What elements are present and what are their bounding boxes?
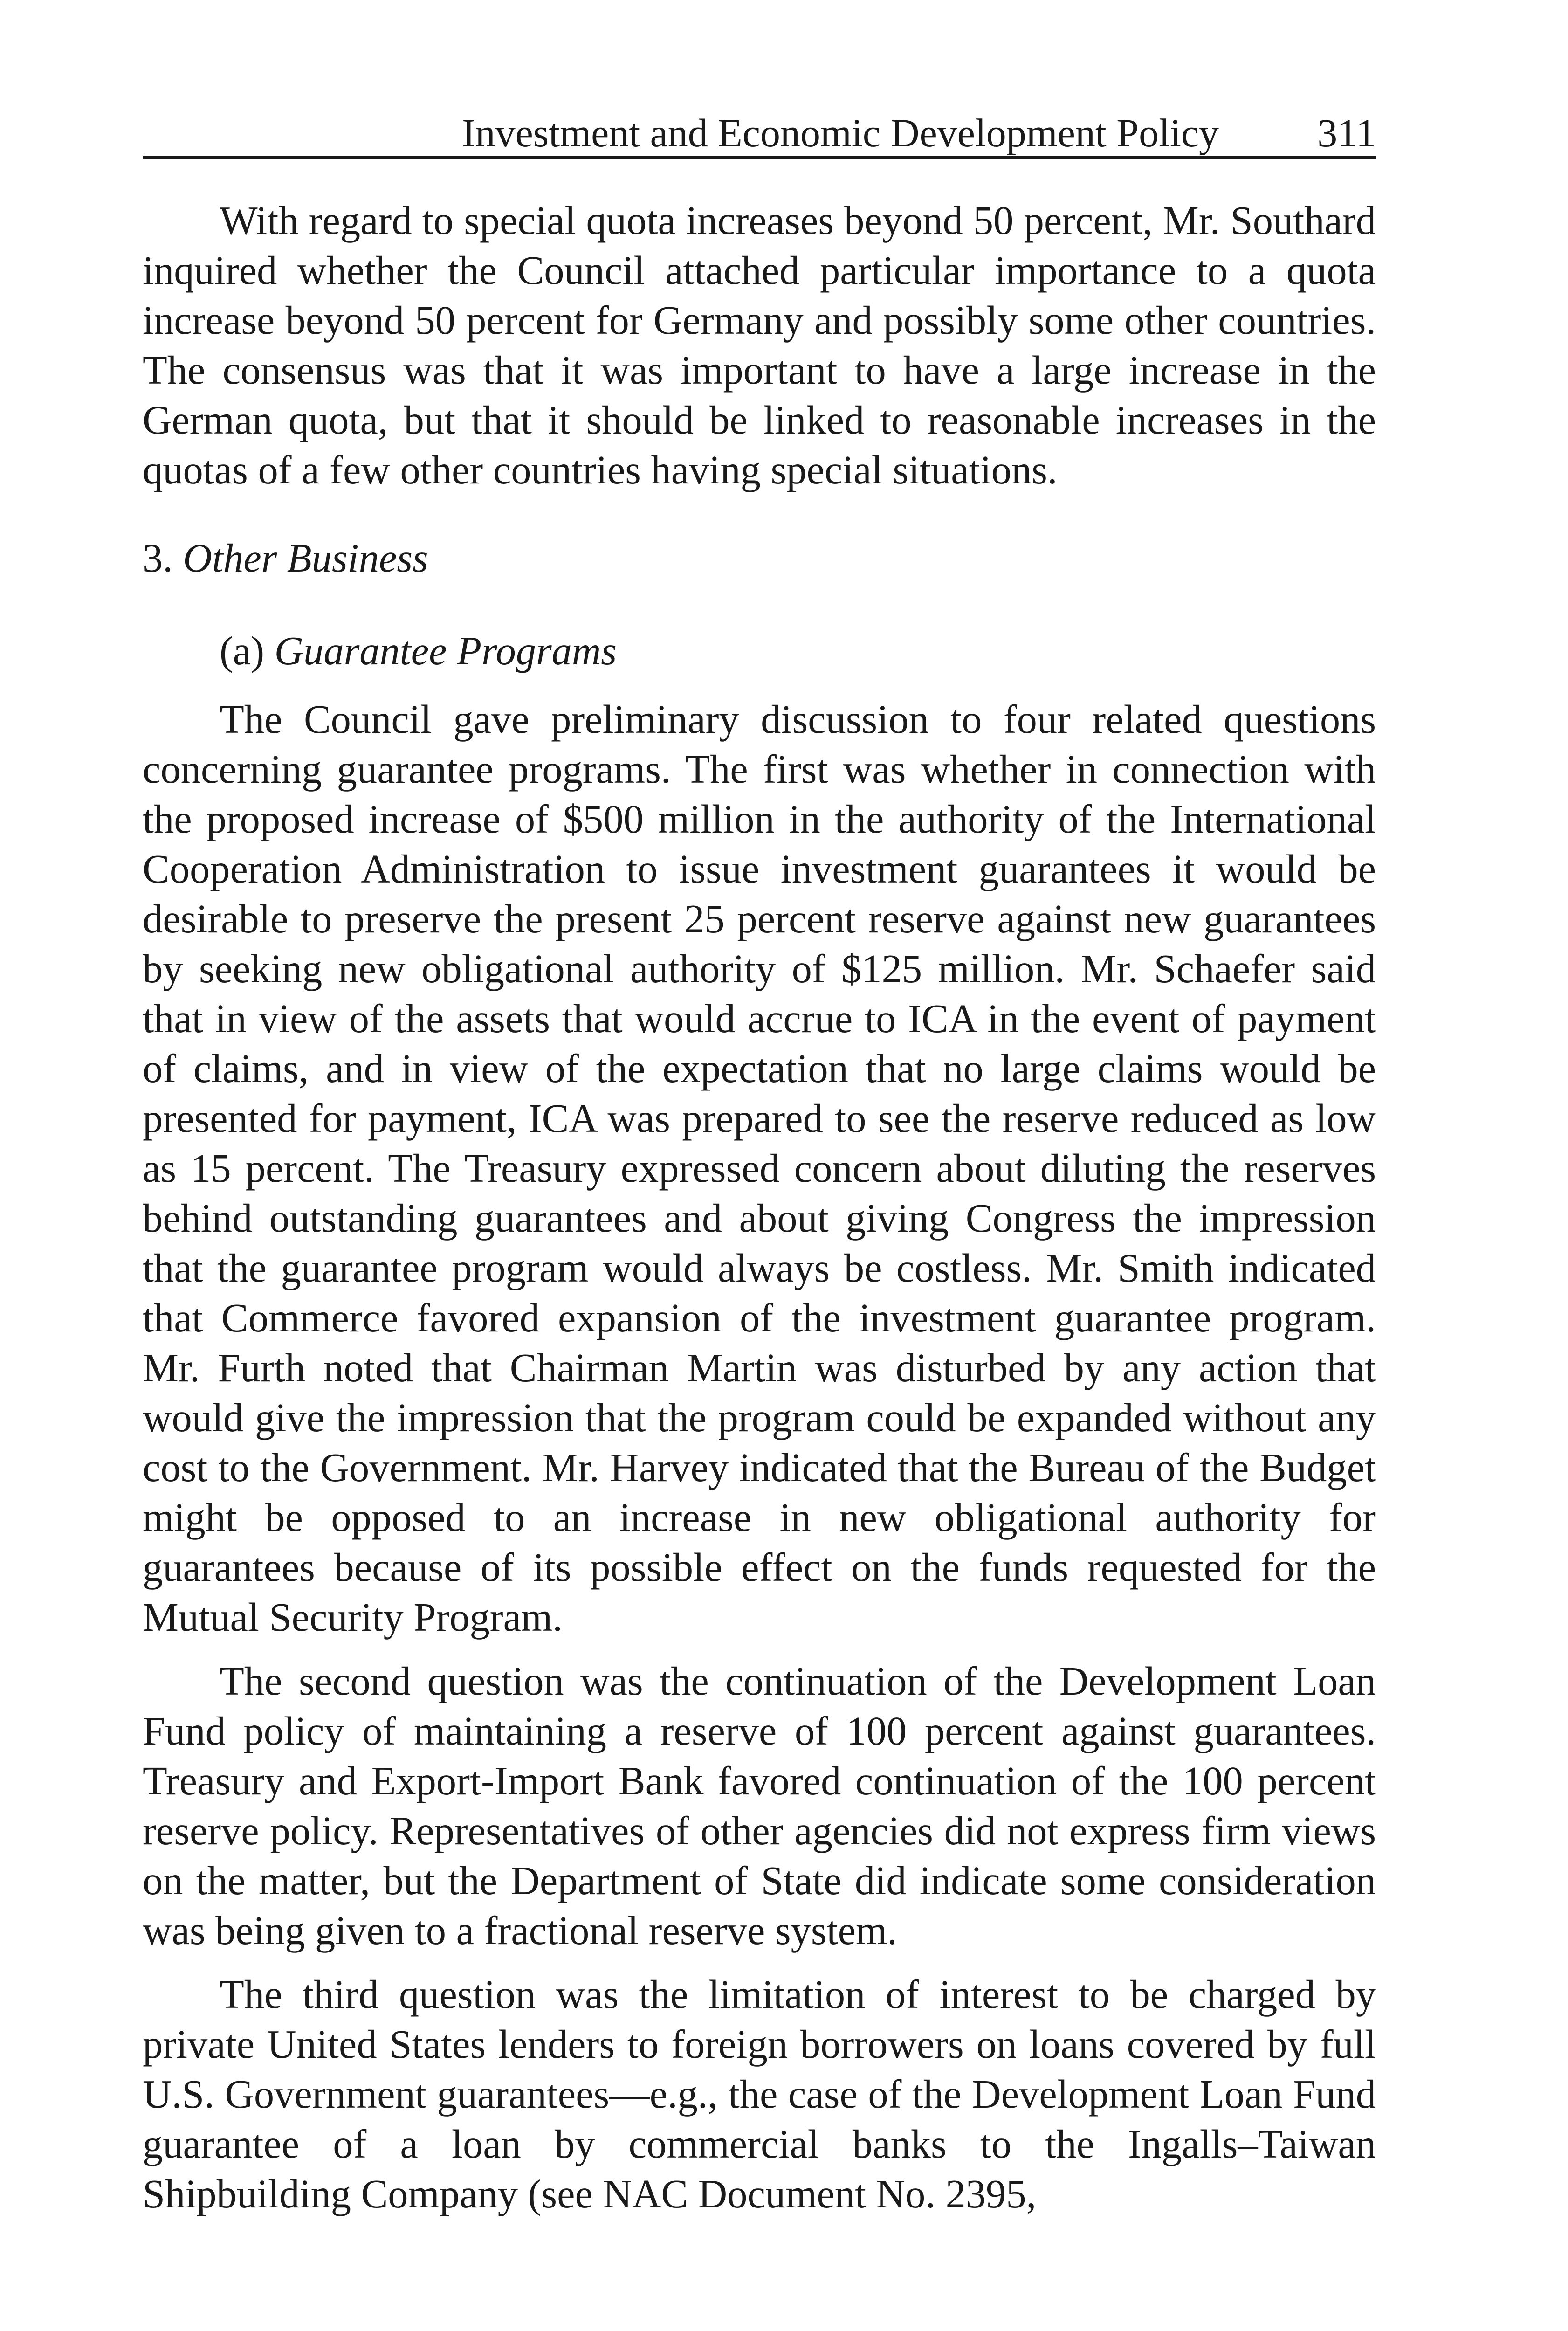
running-title: Investment and Economic Development Policy <box>462 110 1219 155</box>
section-number: 3. <box>143 536 173 580</box>
subsection-heading <box>220 626 1376 676</box>
paragraph-guarantee-first-question: The Council gave preliminary discussion to four related questions concerning guarantee programs. The first was whether in connection with the proposed increase of $500 million in the authority of the International Cooperation Administration to issue investment guarantees it would be desirable to preserve the present 25 percent reserve against new guarantees by seeking new obligational authority of $125 million. Mr. Schaefer said that in view of the assets that would accrue to ICA in the event of payment of claims, and in view of the expectation that no large claims would be presented for payment, ICA was prepared to see the reserve reduced as low as 15 percent. The Treasury expressed concern about diluting the reserves behind outstanding guarantees and about giving Congress the impression that the guarantee program would always be costless. Mr. Smith indicated that Commerce favored expansion of the investment guarantee program. Mr. Furth noted that Chairman Martin was disturbed by any action that would give the impression that the program could be expanded without any cost to the Government. Mr. Harvey indicated that the Bureau of the Budget might be opposed to an increase in new obligational authority for guarantees because of its possible effect on the funds requested for the Mutual Security Program. <box>143 697 1376 1640</box>
subsection-title: Guarantee Programs <box>274 628 617 673</box>
body-text <box>143 196 1376 2219</box>
paragraph-guarantee-third-question: The third question was the limitation of interest to be charged by private United States lenders to foreign borrowers on loans covered by full U.S. Government guarantees—e.g., the case of the Development Loan Fund guarantee of a loan by commercial banks to the Ingalls–Taiwan Shipbuilding Company (see NAC Document No. 2395, <box>143 1972 1376 2216</box>
paragraph-special-quota: With regard to special quota increases beyond 50 percent, Mr. Southard inquired whether the Council attached particular importance to a quota increase beyond 50 percent for Germany and possibly some other countries. The consensus was that it was important to have a large increase in the German quota, but that it should be linked to reasonable increases in the quotas of a few other countries having special situations. <box>143 198 1376 492</box>
running-header <box>143 105 1376 159</box>
paragraph-guarantee-second-question: The second question was the continuation of the Development Loan Fund policy of maintaining a reserve of 100 percent against guarantees. Treasury and Export-Import Bank favored continuation of the 100 percent reserve policy. Representatives of other agencies did not express firm views on the matter, but the Department of State did indicate some consideration was being given to a fractional reserve system. <box>143 1659 1376 1953</box>
section-title: Other Business <box>183 536 428 580</box>
subsection-label: (a) <box>220 628 265 673</box>
section-heading <box>143 533 1376 583</box>
page-number: 311 <box>1317 110 1376 155</box>
